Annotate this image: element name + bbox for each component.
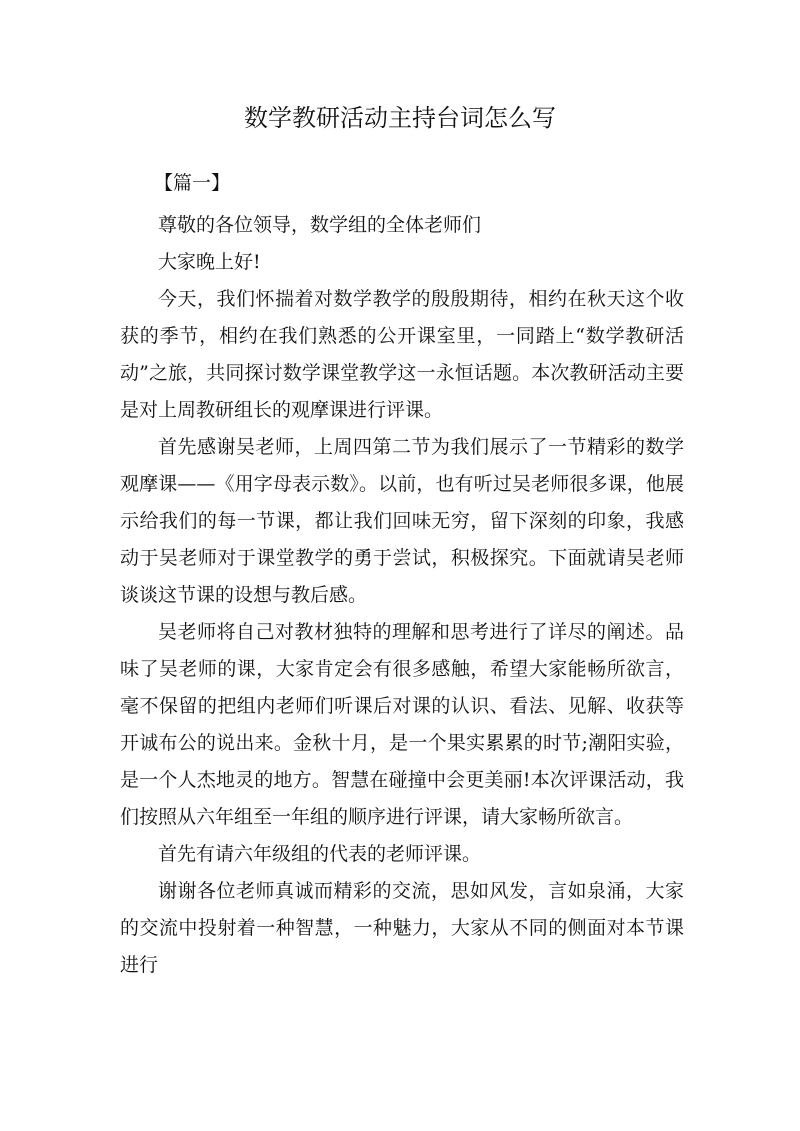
paragraph-intro: 今天，我们怀揣着对数学教学的殷殷期待，相约在秋天这个收获的季节，相约在我们熟悉的公开课室里，一同踏上“数学教研活动”之旅，共同探讨数学课堂教学这一永恒话题。本次教研活动主要是对上周教研组长的观摩课进行评课。 — [120, 288, 684, 421]
paragraph-greeting: 尊敬的各位领导，数学组的全体老师们 — [158, 214, 482, 236]
document-title: 数学教研活动主持台词怎么写 — [244, 104, 556, 132]
document-body — [120, 207, 684, 984]
paragraph-salutation: 大家晚上好! — [158, 251, 261, 273]
paragraph-review: 吴老师将自己对教材独特的理解和思考进行了详尽的阐述。品味了吴老师的课，大家肯定会有很多感触，希望大家能畅所欲言，毫不保留的把组内老师们听课后对课的认识、看法、见解、收获等开诚布公的说出来。金秋十月，是一个果实累累的时节;潮阳实验，是一个人杰地灵的地方。智慧在碰撞中会更美丽!本次评课活动，我们按照从六年组至一年组的顺序进行评课，请大家畅所欲言。 — [120, 621, 684, 828]
section-label: 【篇一】 — [154, 172, 231, 194]
paragraph-closing: 谢谢各位老师真诚而精彩的交流，思如风发，言如泉涌，大家的交流中投射着一种智慧，一种魅力，大家从不同的侧面对本节课进行 — [120, 880, 684, 976]
paragraph-thanks: 首先感谢吴老师，上周四第二节为我们展示了一节精彩的数学观摩课——《用字母表示数》。以前，也有听过吴老师很多课，他展示给我们的每一节课，都让我们回味无穷，留下深刻的印象，我感动于吴老师对于课堂教学的勇于尝试，积极探究。下面就请吴老师谈谈这节课的设想与教后感。 — [120, 436, 684, 606]
paragraph-invite: 首先有请六年级组的代表的老师评课。 — [158, 843, 482, 865]
